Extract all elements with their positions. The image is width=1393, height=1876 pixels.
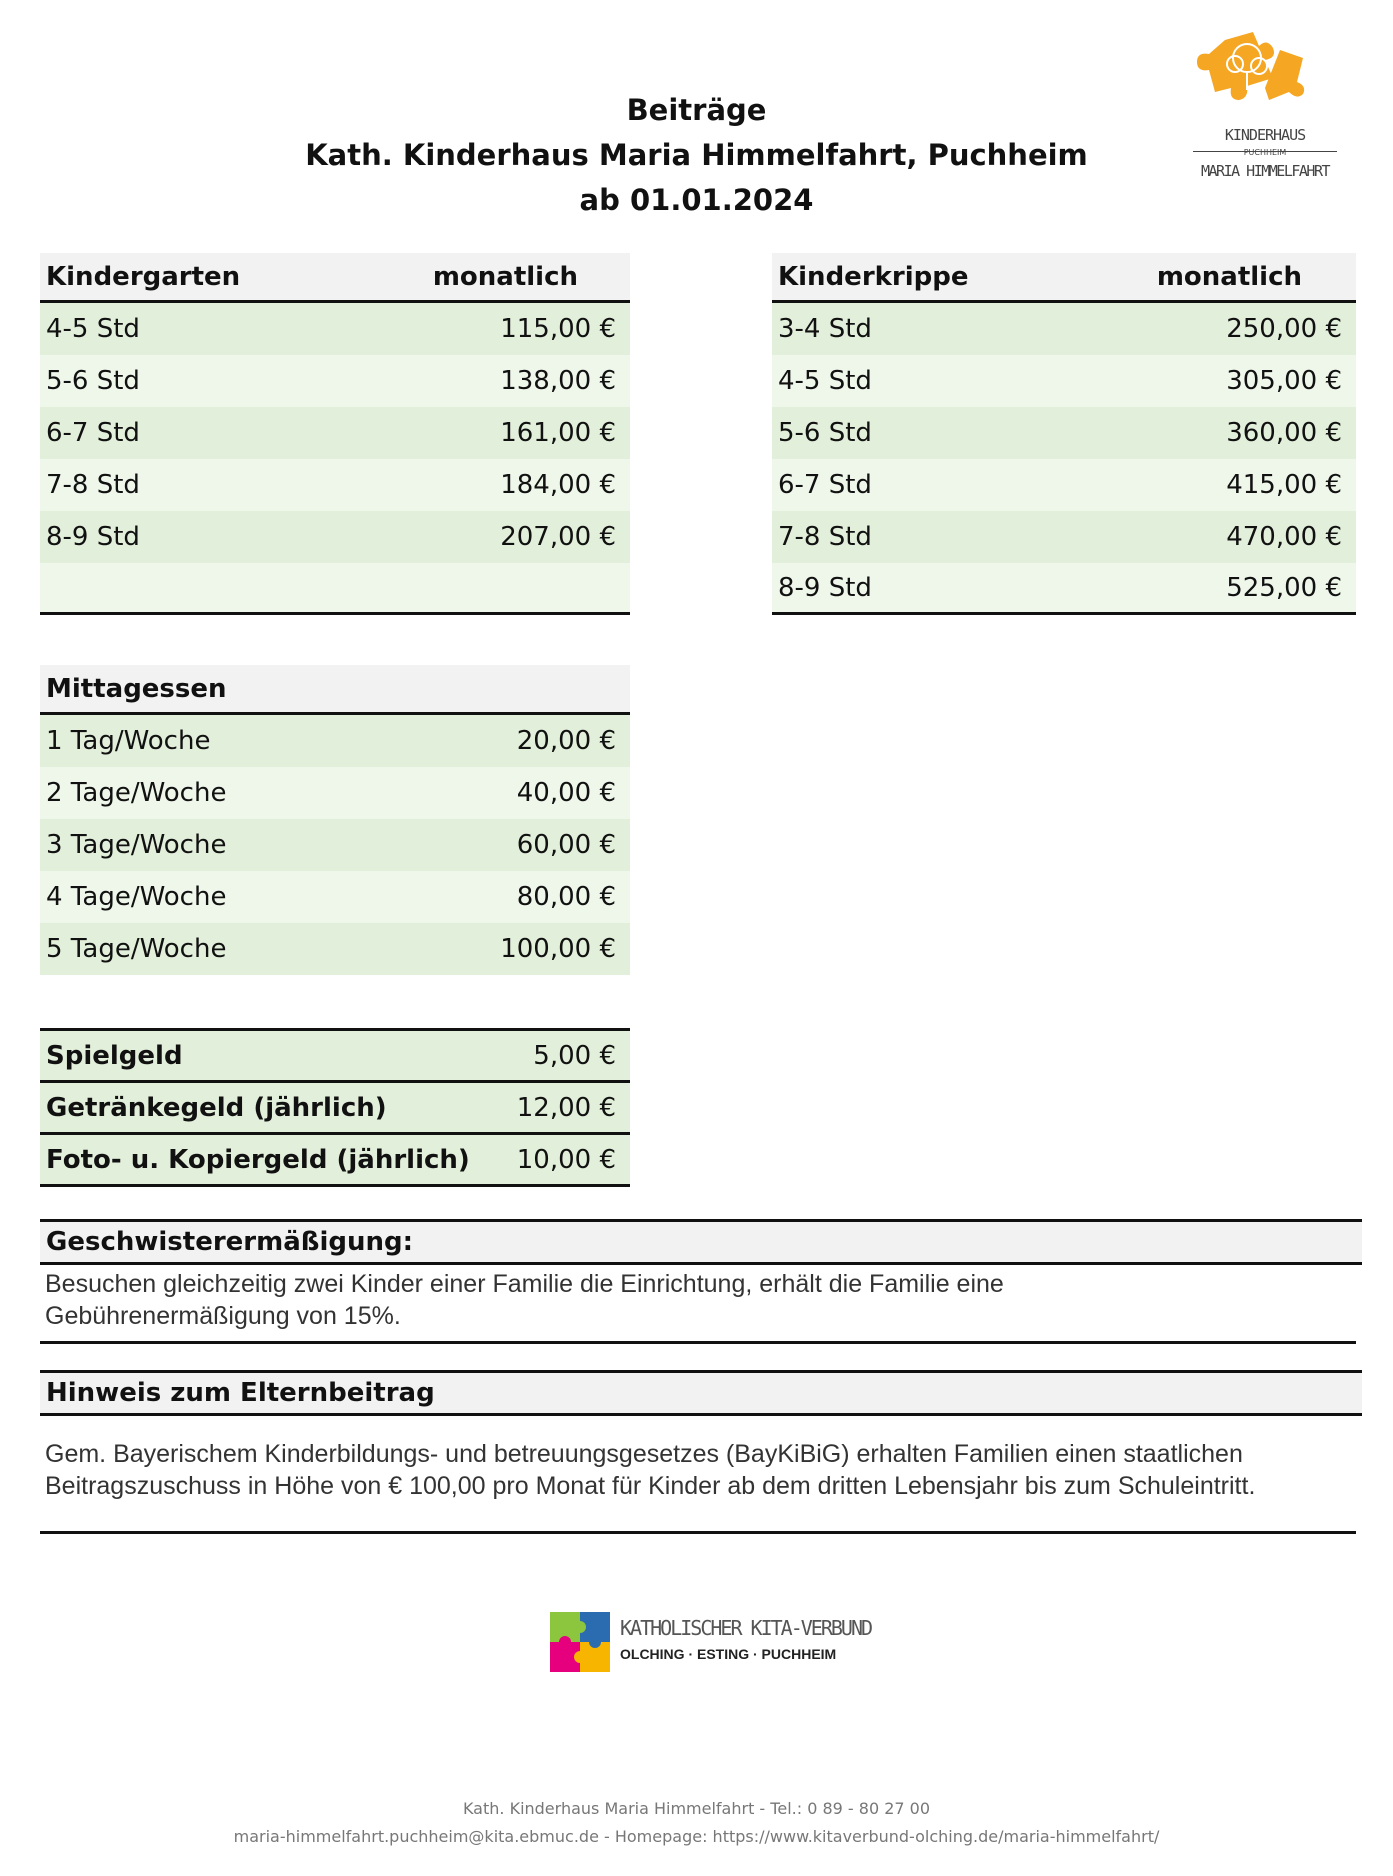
kinderkrippe-heading: Kinderkrippe bbox=[778, 261, 969, 292]
mittagessen-header bbox=[40, 665, 630, 715]
table-row: 3 Tage/Woche 60,00 € bbox=[40, 819, 630, 871]
extras-table bbox=[40, 1028, 630, 1187]
table-row: 8-9 Std 207,00 € bbox=[40, 511, 630, 563]
table-row: Spielgeld 5,00 € bbox=[40, 1031, 630, 1083]
table-row: 2 Tage/Woche 40,00 € bbox=[40, 767, 630, 819]
table-row: 4-5 Std 115,00 € bbox=[40, 303, 630, 355]
table-row: 5-6 Std 360,00 € bbox=[772, 407, 1356, 459]
kinderkrippe-col-monatlich: monatlich bbox=[1156, 261, 1302, 292]
footer-line1: Kath. Kinderhaus Maria Himmelfahrt - Tel.: 0 89 - 80 27 00 bbox=[462, 1799, 931, 1818]
geschwister-text-line2: Gebührenermäßigung von 15%. bbox=[45, 1302, 401, 1330]
table-row: 1 Tag/Woche 20,00 € bbox=[40, 715, 630, 767]
geschwister-heading: Geschwisterermäßigung: bbox=[40, 1219, 1362, 1265]
hinweis-text-line1: Gem. Bayerischem Kinderbildungs- und betreuungsgesetzes (BayKiBiG) erhalten Familien einen staatlichen bbox=[45, 1440, 1243, 1468]
table-row: 6-7 Std 415,00 € bbox=[772, 459, 1356, 511]
table-row-empty bbox=[40, 563, 630, 615]
logo-text-line2: PUCHHEIM bbox=[1243, 148, 1287, 157]
table-row: 5 Tage/Woche 100,00 € bbox=[40, 923, 630, 975]
logo-text-line1: KINDERHAUS bbox=[1224, 126, 1306, 144]
page-title-line2: Kath. Kinderhaus Maria Himmelfahrt, Puchheim bbox=[305, 138, 1088, 172]
kindergarten-heading: Kindergarten bbox=[46, 261, 241, 292]
table-row: 5-6 Std 138,00 € bbox=[40, 355, 630, 407]
geschwister-text-line1: Besuchen gleichzeitig zwei Kinder einer Familie die Einrichtung, erhält die Familie eine bbox=[45, 1270, 1004, 1298]
kinderhaus-logo bbox=[1185, 28, 1345, 188]
divider bbox=[40, 1341, 1356, 1344]
page-title-line1: Beiträge bbox=[626, 93, 767, 127]
kindergarten-table bbox=[40, 253, 630, 615]
table-row: 6-7 Std 161,00 € bbox=[40, 407, 630, 459]
puzzle-tree-icon bbox=[1185, 28, 1345, 118]
divider bbox=[40, 1531, 1356, 1534]
mittagessen-heading: Mittagessen bbox=[46, 673, 227, 704]
table-row: Foto- u. Kopiergeld (jährlich) 10,00 € bbox=[40, 1135, 630, 1187]
hinweis-heading: Hinweis zum Elternbeitrag bbox=[40, 1370, 1362, 1416]
mittagessen-table bbox=[40, 665, 630, 975]
verbund-logo-line2: OLCHING · ESTING · PUCHHEIM bbox=[620, 1646, 837, 1662]
kindergarten-header bbox=[40, 253, 630, 303]
table-row: 3-4 Std 250,00 € bbox=[772, 303, 1356, 355]
hinweis-text-line2: Beitragszuschuss in Höhe von € 100,00 pro Monat für Kinder ab dem dritten Lebensjahr bis zum Schuleintritt. bbox=[45, 1472, 1256, 1500]
kindergarten-col-monatlich: monatlich bbox=[432, 261, 578, 292]
kinderkrippe-header bbox=[772, 253, 1356, 303]
table-row: 4-5 Std 305,00 € bbox=[772, 355, 1356, 407]
verbund-logo-line1: KATHOLISCHER KITA-VERBUND bbox=[620, 1616, 872, 1640]
table-row: 4 Tage/Woche 80,00 € bbox=[40, 871, 630, 923]
puzzle-icon bbox=[548, 1610, 612, 1674]
table-row: 7-8 Std 470,00 € bbox=[772, 511, 1356, 563]
table-row: Getränkegeld (jährlich) 12,00 € bbox=[40, 1083, 630, 1135]
logo-text-line3: MARIA HIMMELFAHRT bbox=[1200, 162, 1330, 180]
table-row: 8-9 Std 525,00 € bbox=[772, 563, 1356, 615]
page-title-line3: ab 01.01.2024 bbox=[579, 183, 814, 217]
table-row: 7-8 Std 184,00 € bbox=[40, 459, 630, 511]
kita-verbund-logo bbox=[548, 1610, 872, 1674]
kinderkrippe-table bbox=[772, 253, 1356, 615]
footer-line2: maria-himmelfahrt.puchheim@kita.ebmuc.de - Homepage: https://www.kitaverbund-olching.de/maria-himmelfahrt/ bbox=[233, 1827, 1160, 1846]
